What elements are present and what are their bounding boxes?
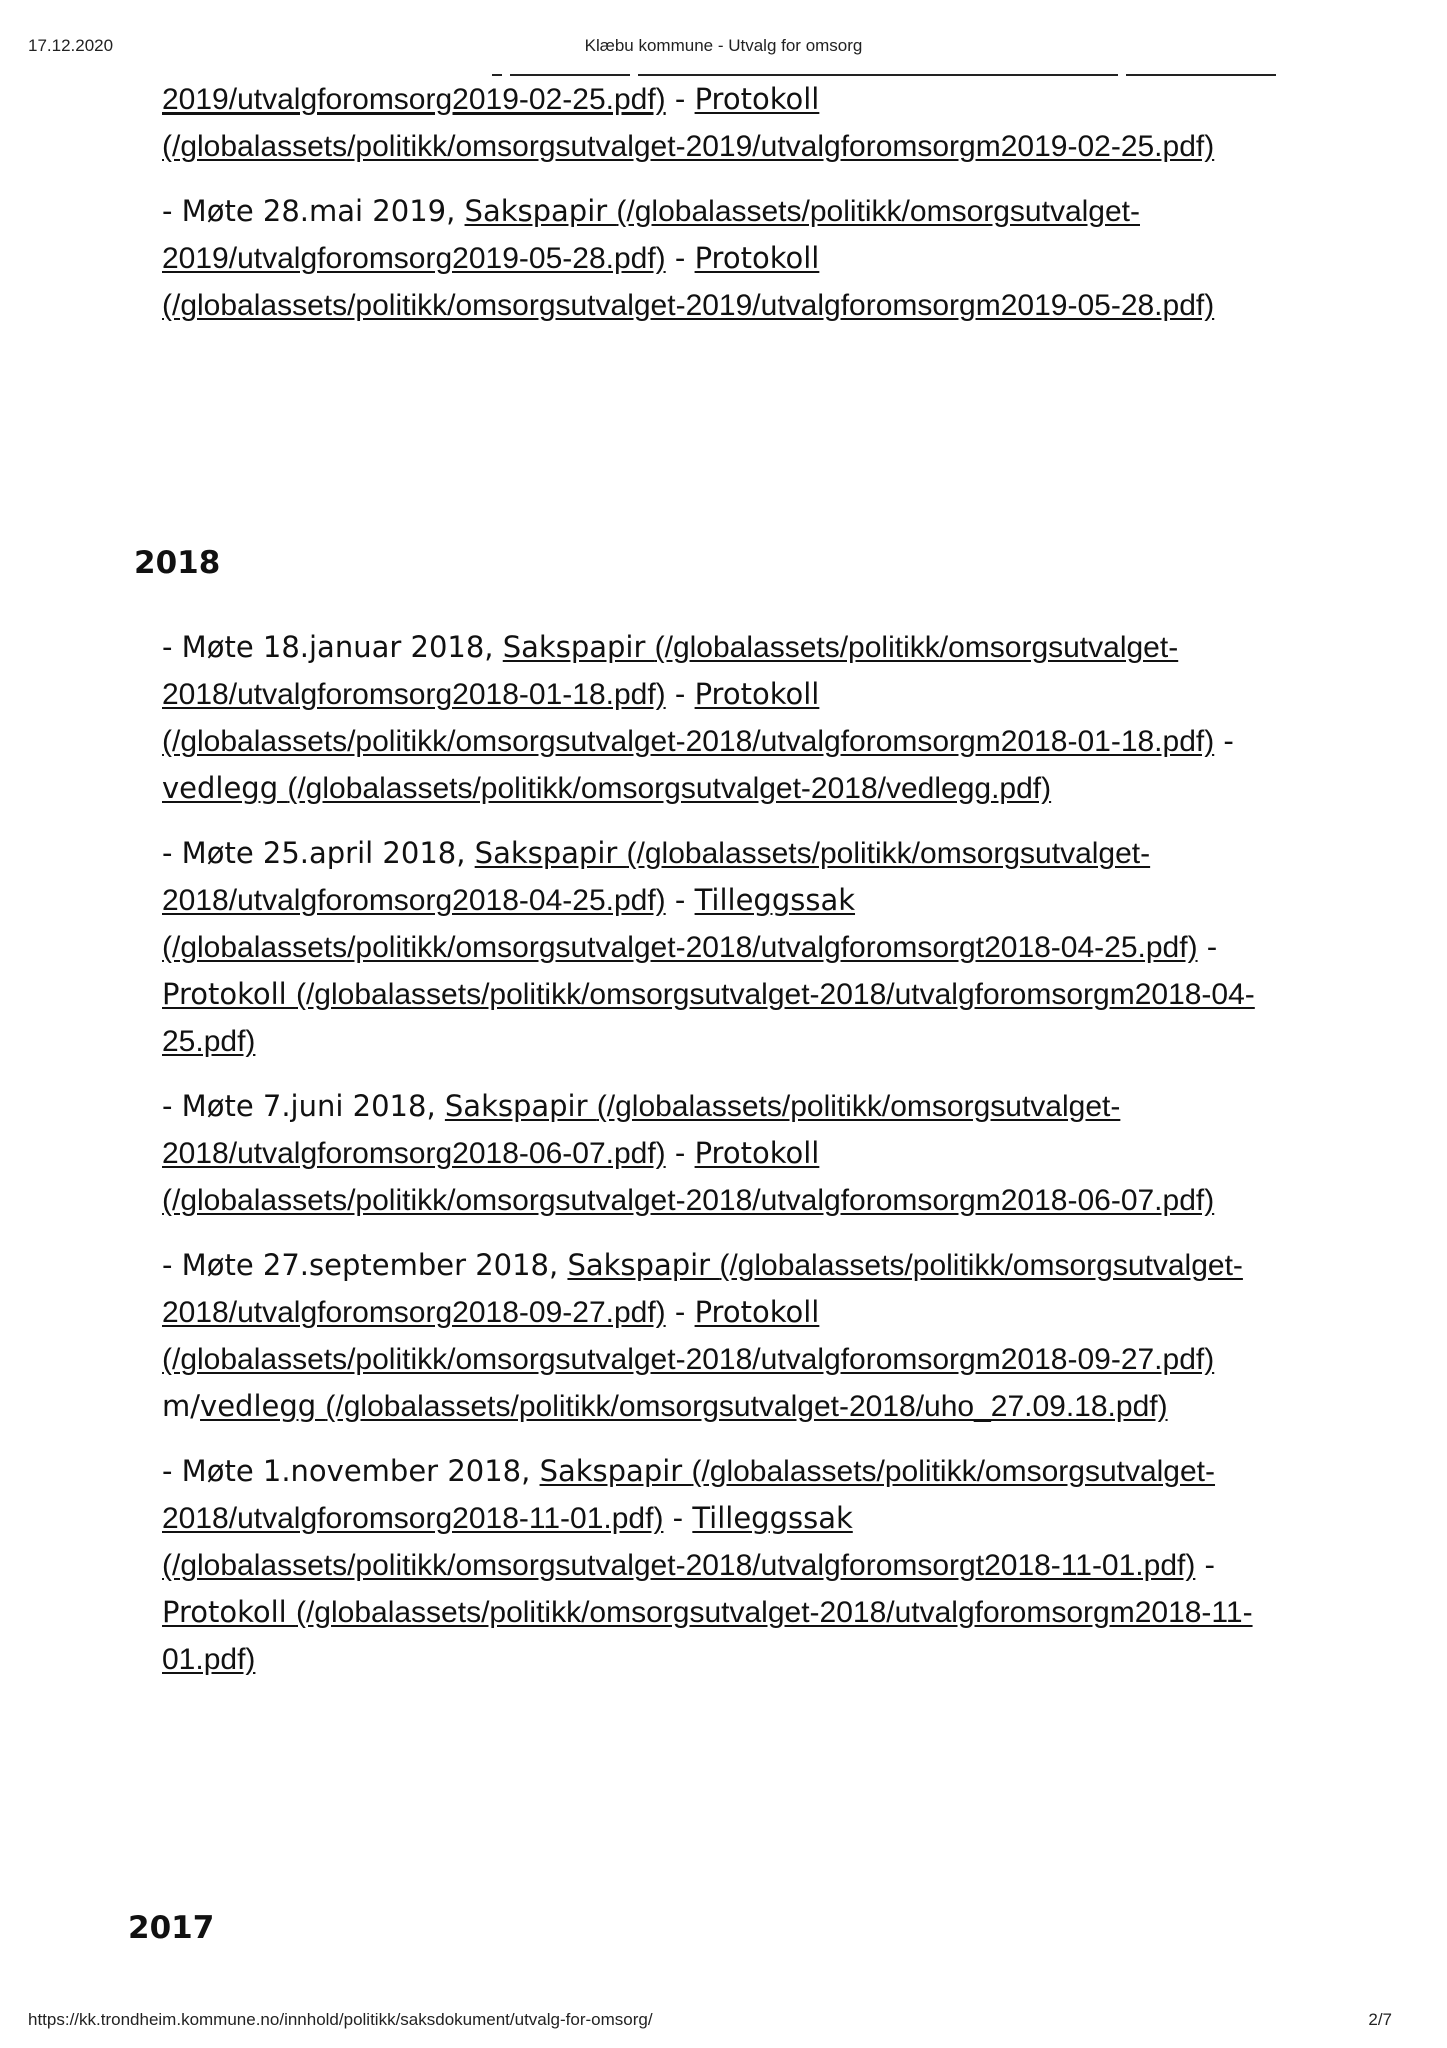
- entries-2018: [162, 624, 1302, 1701]
- document-content: [162, 68, 1302, 347]
- protokoll-link[interactable]: Protokoll (/globalassets/politikk/omsorgsutvalget-2018/utvalgforomsorgm2018-04-25.pdf): [162, 977, 1255, 1058]
- meeting-date: - Møte 18.januar 2018,: [162, 630, 503, 664]
- protokoll-link[interactable]: Protokoll (/globalassets/politikk/omsorgsutvalget-2018/utvalgforomsorgm2018-09-27.pdf): [162, 1295, 1215, 1376]
- sakspapir-link[interactable]: 2019/utvalgforomsorg2019-02-25.pdf): [162, 83, 666, 116]
- year-heading-2017: 2017: [128, 1910, 215, 1946]
- vedlegg-link[interactable]: vedlegg (/globalassets/politikk/omsorgsutvalget-2018/vedlegg.pdf): [162, 771, 1052, 805]
- with-attachment-text: m/: [162, 1389, 201, 1423]
- sakspapir-link[interactable]: Sakspapir (/globalassets/politikk/omsorgsutvalget-2018/utvalgforomsorg2018-01-18.pdf): [162, 630, 1179, 711]
- protokoll-link[interactable]: Protokoll (/globalassets/politikk/omsorgsutvalget-2019/utvalgforomsorgm2019-05-28.pdf): [162, 241, 1215, 322]
- meeting-entry: - Møte 27.september 2018, Sakspapir (/globalassets/politikk/omsorgsutvalget-2018/utvalgforomsorg2018-09-27.pdf) - Protokoll (/globalassets/politikk/omsorgsutvalget-2018/utvalgforomsorgm2018-09-27.pdf) m/vedlegg (/globalassets/politikk/omsorgsutvalget-2018/uho_27.09.18.pdf): [162, 1248, 1243, 1423]
- meeting-entry: - Møte 25.april 2018, Sakspapir (/globalassets/politikk/omsorgsutvalget-2018/utvalgforomsorg2018-04-25.pdf) - Tilleggssak (/globalassets/politikk/omsorgsutvalget-2018/utvalgforomsorgt2018-04-25.pdf) - Protokoll (/globalassets/politikk/omsorgsutvalget-2018/utvalgforomsorgm2018-04-25.pdf): [162, 836, 1255, 1058]
- protokoll-link[interactable]: Protokoll (/globalassets/politikk/omsorgsutvalget-2018/utvalgforomsorgm2018-11-01.pdf): [162, 1595, 1253, 1676]
- sakspapir-link[interactable]: Sakspapir (/globalassets/politikk/omsorgsutvalget-2018/utvalgforomsorg2018-09-27.pdf): [162, 1248, 1243, 1329]
- meeting-entry: - Møte 1.november 2018, Sakspapir (/globalassets/politikk/omsorgsutvalget-2018/utvalgforomsorg2018-11-01.pdf) - Tilleggssak (/globalassets/politikk/omsorgsutvalget-2018/utvalgforomsorgt2018-11-01.pdf) - Protokoll (/globalassets/politikk/omsorgsutvalget-2018/utvalgforomsorgm2018-11-01.pdf): [162, 1454, 1253, 1676]
- print-page-title: Klæbu kommune - Utvalg for omsorg: [584, 36, 863, 55]
- vedlegg-link[interactable]: vedlegg (/globalassets/politikk/omsorgsutvalget-2018/uho_27.09.18.pdf): [200, 1389, 1168, 1423]
- tilleggssak-link[interactable]: Tilleggssak (/globalassets/politikk/omsorgsutvalget-2018/utvalgforomsorgt2018-11-01.pdf): [162, 1501, 1196, 1582]
- page-number: 2/7: [1368, 2010, 1392, 2029]
- meeting-date: - Møte 1.november 2018,: [162, 1454, 540, 1488]
- meeting-date: - Møte 7.juni 2018,: [162, 1089, 445, 1123]
- sakspapir-link[interactable]: Sakspapir (/globalassets/politikk/omsorgsutvalget-2018/utvalgforomsorg2018-04-25.pdf): [162, 836, 1151, 917]
- meeting-entry: - Møte 18.januar 2018, Sakspapir (/globalassets/politikk/omsorgsutvalget-2018/utvalgforomsorg2018-01-18.pdf) - Protokoll (/globalassets/politikk/omsorgsutvalget-2018/utvalgforomsorgm2018-01-18.pdf) - vedlegg (/globalassets/politikk/omsorgsutvalget-2018/vedlegg.pdf): [162, 630, 1234, 805]
- meeting-date: - Møte 28.mai 2019,: [162, 194, 465, 228]
- protokoll-link[interactable]: Protokoll (/globalassets/politikk/omsorgsutvalget-2018/utvalgforomsorgm2018-06-07.pdf): [162, 1136, 1215, 1217]
- sakspapir-link[interactable]: Sakspapir (/globalassets/politikk/omsorgsutvalget-2018/utvalgforomsorg2018-06-07.pdf): [162, 1089, 1121, 1170]
- meeting-entry: - Møte 28.mai 2019, Sakspapir (/globalassets/politikk/omsorgsutvalget-2019/utvalgforomsorg2019-05-28.pdf) - Protokoll (/globalassets/politikk/omsorgsutvalget-2019/utvalgforomsorgm2019-05-28.pdf): [162, 194, 1215, 322]
- sakspapir-link[interactable]: Sakspapir (/globalassets/politikk/omsorgsutvalget-2018/utvalgforomsorg2018-11-01.pdf): [162, 1454, 1216, 1535]
- sakspapir-link[interactable]: Sakspapir (/globalassets/politikk/omsorgsutvalget-2019/utvalgforomsorg2019-05-28.pdf): [162, 194, 1140, 275]
- protokoll-link[interactable]: Protokoll (/globalassets/politikk/omsorgsutvalget-2018/utvalgforomsorgm2018-01-18.pdf): [162, 677, 1215, 758]
- tilleggssak-link[interactable]: Tilleggssak (/globalassets/politikk/omsorgsutvalget-2018/utvalgforomsorgt2018-04-25.pdf): [162, 883, 1198, 964]
- meeting-date: - Møte 27.september 2018,: [162, 1248, 568, 1282]
- print-url: https://kk.trondheim.kommune.no/innhold/politikk/saksdokument/utvalg-for-omsorg/: [28, 2010, 653, 2029]
- year-heading-2018: 2018: [134, 545, 221, 581]
- print-date: 17.12.2020: [28, 36, 114, 55]
- meeting-entry: 2019/utvalgforomsorg2019-02-25.pdf) - Protokoll (/globalassets/politikk/omsorgsutvalget-2019/utvalgforomsorgm2019-02-25.pdf): [162, 82, 1215, 163]
- meeting-date: - Møte 25.april 2018,: [162, 836, 475, 870]
- meeting-entry: - Møte 7.juni 2018, Sakspapir (/globalassets/politikk/omsorgsutvalget-2018/utvalgforomsorg2018-06-07.pdf) - Protokoll (/globalassets/politikk/omsorgsutvalget-2018/utvalgforomsorgm2018-06-07.pdf): [162, 1089, 1215, 1217]
- protokoll-link[interactable]: Protokoll (/globalassets/politikk/omsorgsutvalget-2019/utvalgforomsorgm2019-02-25.pdf): [162, 82, 1215, 163]
